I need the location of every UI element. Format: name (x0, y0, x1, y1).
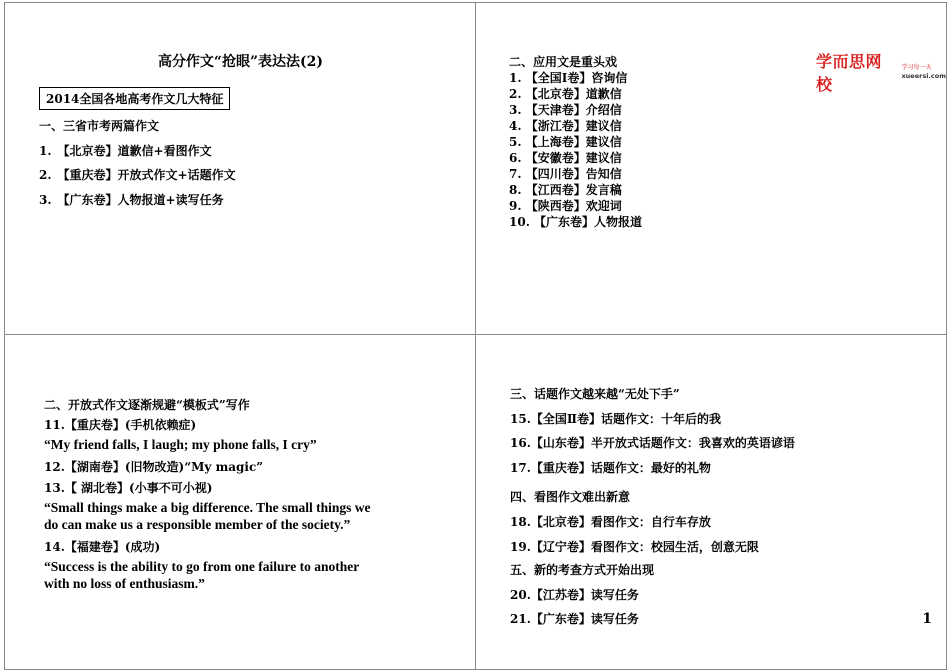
quote-line: “My friend falls, I laugh; my phone falls, I cry” (44, 437, 317, 452)
list-item: 11.【重庆卷】(手机依赖症) (44, 418, 197, 432)
list-item: 10. 【广东卷】人物报道 (509, 215, 643, 229)
list-item: 13.【 湖北卷】(小事不可小视) (44, 481, 213, 495)
list-item: 15.【全国Ⅱ卷】话题作文：十年后的我 (510, 412, 721, 426)
section-heading: 一、三省市考两篇作文 (39, 119, 160, 133)
list-item: 16.【山东卷】半开放式话题作文：我喜欢的英语谚语 (510, 436, 795, 450)
quote-line: “Small things make a big difference. The small things we (44, 500, 371, 515)
slide-3 (4, 334, 477, 670)
slide-2 (475, 2, 947, 336)
section-heading: 五、新的考查方式开始出现 (510, 563, 655, 577)
section-heading: 三、话题作文越来越“无处下手” (510, 387, 680, 401)
list-item: 2. 【北京卷】道歉信 (509, 87, 622, 101)
logo-subtext (901, 64, 946, 80)
list-item: 2. 【重庆卷】开放式作文+话题作文 (39, 168, 236, 182)
list-item: 19.【辽宁卷】看图作文：校园生活，创意无限 (510, 540, 759, 554)
list-item: 14.【福建卷】(成功) (44, 540, 161, 554)
brand-logo (816, 49, 946, 95)
list-item: 3. 【广东卷】人物报道+读写任务 (39, 193, 224, 207)
slide-title: 高分作文“抢眼”表达法(2) (157, 54, 324, 70)
section-heading: 四、看图作文难出新意 (510, 490, 631, 504)
page-number: 1 (922, 611, 932, 627)
list-item: 7. 【四川卷】告知信 (509, 167, 622, 181)
quote-line: with no loss of enthusiasm.” (44, 576, 205, 591)
list-item: 9. 【陕西卷】欢迎词 (509, 199, 622, 213)
list-item: 4. 【浙江卷】建议信 (509, 119, 622, 133)
list-item: 3. 【天津卷】介绍信 (509, 103, 622, 117)
list-item: 17.【重庆卷】话题作文：最好的礼物 (510, 461, 711, 475)
logo-text: 学而思网校 (816, 52, 883, 94)
list-item: 18.【北京卷】看图作文：自行车存放 (510, 515, 711, 529)
list-item: 1. 【全国Ⅰ卷】咨询信 (509, 71, 628, 85)
list-item: 20.【江苏卷】读写任务 (510, 588, 639, 602)
quote-line: do can make us a responsible member of the society.” (44, 517, 351, 532)
slide-1 (4, 2, 477, 336)
slide-4 (475, 334, 947, 670)
list-item: 5. 【上海卷】建议信 (509, 135, 622, 149)
section-heading: 二、应用文是重头戏 (509, 55, 618, 69)
list-item: 6. 【安徽卷】建议信 (509, 151, 622, 165)
logo-slogan: 学习每一天 (901, 64, 932, 71)
list-item: 1. 【北京卷】道歉信+看图作文 (39, 144, 212, 158)
list-item: 8. 【江西卷】发言稿 (509, 183, 622, 197)
logo-url: xueersi.com (901, 72, 946, 80)
boxed-heading: 2014全国各地高考作文几大特征 (39, 87, 230, 110)
quote-line: “Success is the ability to go from one failure to another (44, 559, 360, 574)
list-item: 21.【广东卷】读写任务 (510, 612, 639, 626)
list-item: 12.【湖南卷】(旧物改造)“My magic” (44, 460, 264, 474)
section-heading: 二、开放式作文逐渐规避“模板式”写作 (44, 398, 250, 412)
